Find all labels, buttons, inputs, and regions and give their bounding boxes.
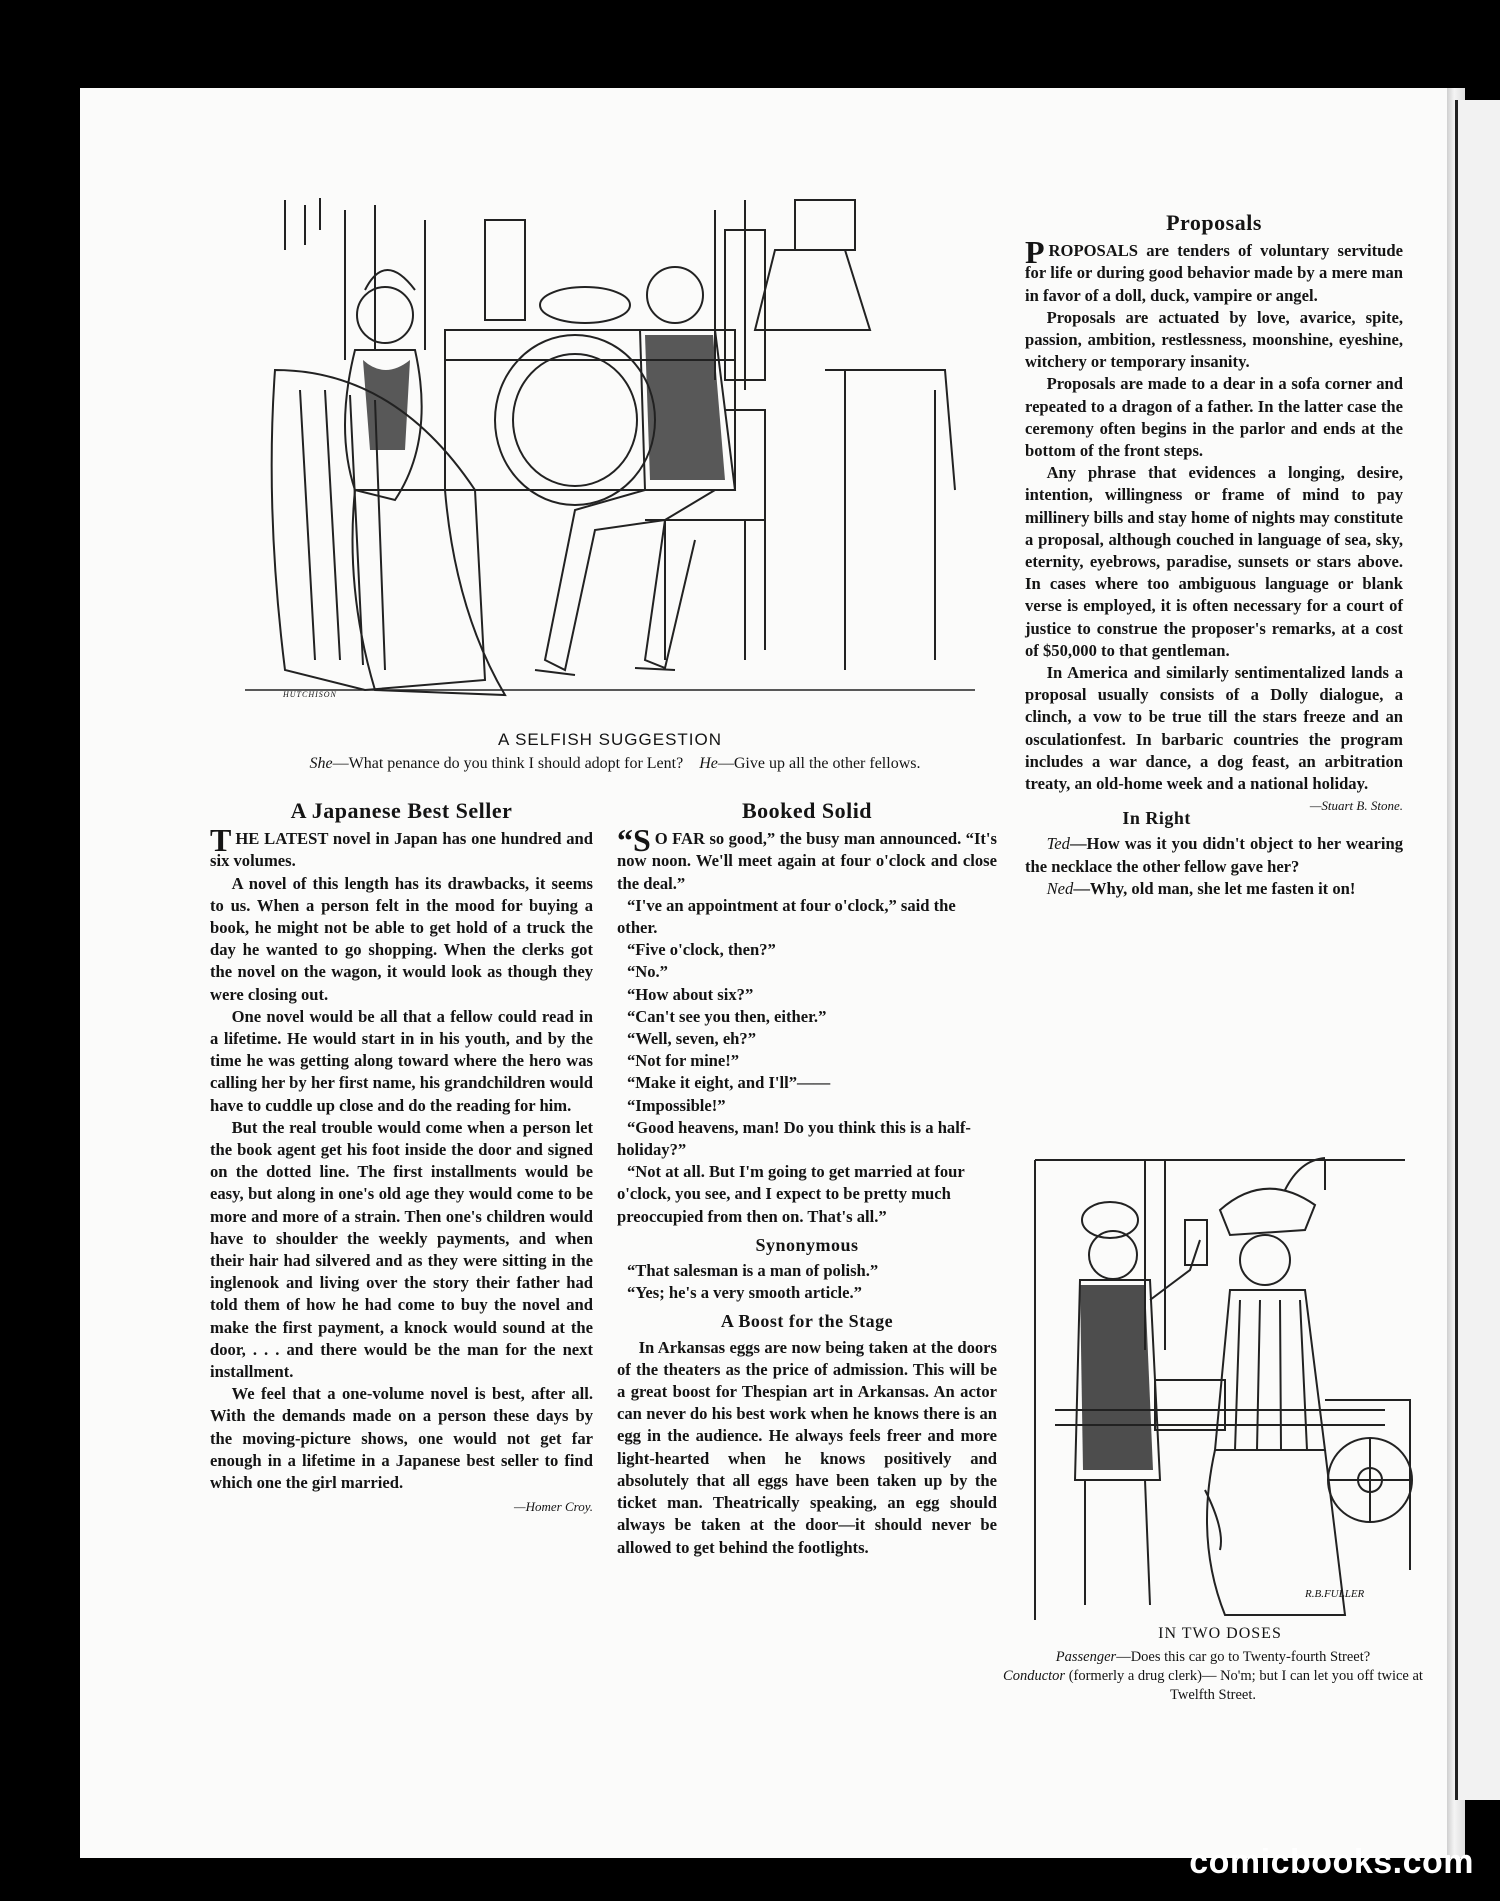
bottom-caption-title: IN TWO DOSES (1158, 1625, 1282, 1642)
booked-line-1: “S O FAR so good,” the busy man announced. “It's now noon. We'll meet again at four o'clock and close the deal.” (617, 822, 997, 893)
booked-line: “I've an appointment at four o'clock,” said the other. (617, 895, 956, 938)
ned-speaker: Ned (1046, 878, 1074, 898)
passenger-speaker: Passenger (1055, 1649, 1117, 1665)
japanese-paragraph-1: THE LATEST novel in Japan has one hundred and six volumes. (210, 822, 593, 871)
booked-dropcap: “S (617, 822, 651, 859)
she-speaker: She (309, 755, 333, 772)
booked-line: “Make it eight, and I'll”—— (626, 1073, 831, 1093)
japanese-dropcap: T (210, 822, 232, 859)
booked-line: “Not for mine!” (626, 1051, 740, 1071)
proposals-signature: —Stuart B. Stone. (1309, 798, 1403, 814)
conductor-line: (formerly a drug clerk)— No'm; but I can let you off twice at Twelfth Street. (1065, 1668, 1423, 1703)
ted-speaker: Ted (1046, 834, 1070, 854)
middle-column (617, 800, 997, 1559)
booked-line: “Not at all. But I'm going to get married at four o'clock, you see, and I expect to be pretty much preoccupied from then on. That's all.” (617, 1162, 965, 1226)
booked-solid-title: Booked Solid (741, 798, 873, 823)
she-line: —What penance do you think I should adopt for Lent? (332, 755, 684, 772)
next-page-edge (1455, 100, 1500, 1800)
booked-line: “No.” (626, 962, 668, 982)
bottom-caption-dialogue (1003, 1648, 1423, 1705)
he-speaker: He (699, 755, 718, 772)
booked-line: “Good heavens, man! Do you think this is a half-holiday?” (617, 1117, 971, 1160)
proposals-paragraph-2: Proposals are actuated by love, avarice, spite, passion, ambition, restlessness, moonshine, eyeshine, witchery or temporary insanity. (1025, 307, 1403, 372)
booked-line: “How about six?” (626, 984, 754, 1004)
synonymous-title: Synonymous (755, 1234, 859, 1255)
japanese-paragraph-5: We feel that a one-volume novel is best, after all. With the demands made on a person these days by the moving-picture shows, one would not get far enough in a lifetime in a Japanese best seller to find which one the girl married. (210, 1384, 593, 1493)
in-two-doses-illustration (1025, 1150, 1415, 1625)
japanese-best-seller-article (210, 800, 593, 1519)
passenger-line: —Does this car go to Twenty-fourth Street? (1116, 1649, 1371, 1665)
synonymous-line-1: “That salesman is a man of polish.” (626, 1261, 879, 1281)
booked-line: “Well, seven, eh?” (626, 1029, 757, 1049)
synonymous-line-2: “Yes; he's a very smooth article.” (626, 1283, 862, 1303)
bottom-artist-signature: R.B.FULLER (1305, 1588, 1365, 1600)
booked-line: “Five o'clock, then?” (626, 940, 776, 960)
conductor-speaker: Conductor (1003, 1668, 1066, 1684)
proposals-paragraph-3: Proposals are made to a dear in a sofa corner and repeated to a dragon of a father. In the latter case the ceremony often begins in the parlor and ends at the bottom of the front steps. (1025, 374, 1403, 461)
right-column (1025, 212, 1403, 900)
booked-line: “Impossible!” (626, 1095, 726, 1115)
japanese-paragraph-4: But the real trouble would come when a person let the book agent get his foot inside the door and signed on the dotted line. The first installments would be easy, but along in one's old age they would come to be more and more of a strain. Then one's children would have to shoulder the weekly payments, and when their hair had silvered and as they were sitting in the inglenook and living over the story their father had told them of how he had come to buy the novel and make the first payment, a knock would sound at the door, . . . and there would be the man for the next installment. (210, 1117, 593, 1382)
he-line: —Give up all the other fellows. (717, 755, 921, 772)
japanese-title: A Japanese Best Seller (290, 798, 513, 823)
top-caption-title: A SELFISH SUGGESTION (497, 730, 723, 749)
in-right-ned: Ned—Why, old man, she let me fasten it on! (1046, 878, 1356, 898)
selfish-suggestion-illustration (245, 190, 975, 715)
proposals-dropcap: P (1025, 234, 1045, 271)
in-right-ted: Ted—How was it you didn't object to her wearing the necklace the other fellow gave her? (1025, 834, 1403, 876)
proposals-paragraph-1: PROPOSALS are tenders of voluntary servitude for life or during good behavior made by a mere man in favor of a doll, duck, vampire or angel. (1025, 234, 1403, 305)
watermark-text: comicbooks.com (1189, 1843, 1474, 1881)
japanese-signature: —Homer Croy. (514, 1499, 593, 1515)
in-right-title: In Right (1122, 808, 1191, 829)
boost-paragraph: In Arkansas eggs are now being taken at the doors of the theaters as the price of admission. This will be a great boost for Thespian art in Arkansas. An actor can never do his best work when he knows there is an egg in the audience. He always feels freer and more light-hearted when he knows positively and absolutely that all eggs have been taken up by the ticket man. Theatrically speaking, an egg should always be taken at the door—it should never be allowed to get behind the footlights. (617, 1337, 997, 1557)
proposals-paragraph-5: In America and similarly sentimentalized lands a proposal usually consists of a Dolly dialogue, a clinch, a vow to be true till the stars freeze and an osculationfest. In barbaric countries the program includes a war dance, a dog feast, an arbitration treaty, an old-home week and a national holiday. —Stuart B. Stone. (1025, 662, 1403, 795)
japanese-paragraph-3: One novel would be all that a fellow could read in a lifetime. He would start in in his youth, and by the time he was getting along toward where the hero was calling her by her first name, his grandchildren would have to cuddle up close and do the reading for him. (210, 1006, 593, 1115)
illustration-artist-signature: HUTCHISON (283, 690, 337, 699)
boost-title: A Boost for the Stage (720, 1311, 894, 1332)
top-caption-dialogue (235, 755, 995, 773)
japanese-paragraph-2: A novel of this length has its drawbacks, it seems to us. When a person felt in the mood for buying a book, he might not be able to get hold of a truck the day he wanted to go shopping. When the clerks got the novel on the wagon, it would look as though they were closing out. (210, 873, 593, 1004)
proposals-paragraph-4: Any phrase that evidences a longing, desire, intention, willingness or frame of mind to pay millinery bills and stay home of nights may constitute a proposal, although couched in language of sea, sky, eternity, eyebrows, paradise, sunsets or stars above. In cases where too ambiguous language or blank verse is employed, it is often necessary for a court of justice to construe the proposer's remarks, at a cost of $50,000 to that gentleman. (1025, 463, 1403, 660)
proposals-title: Proposals (1166, 210, 1262, 235)
booked-line: “Can't see you then, either.” (626, 1006, 827, 1026)
